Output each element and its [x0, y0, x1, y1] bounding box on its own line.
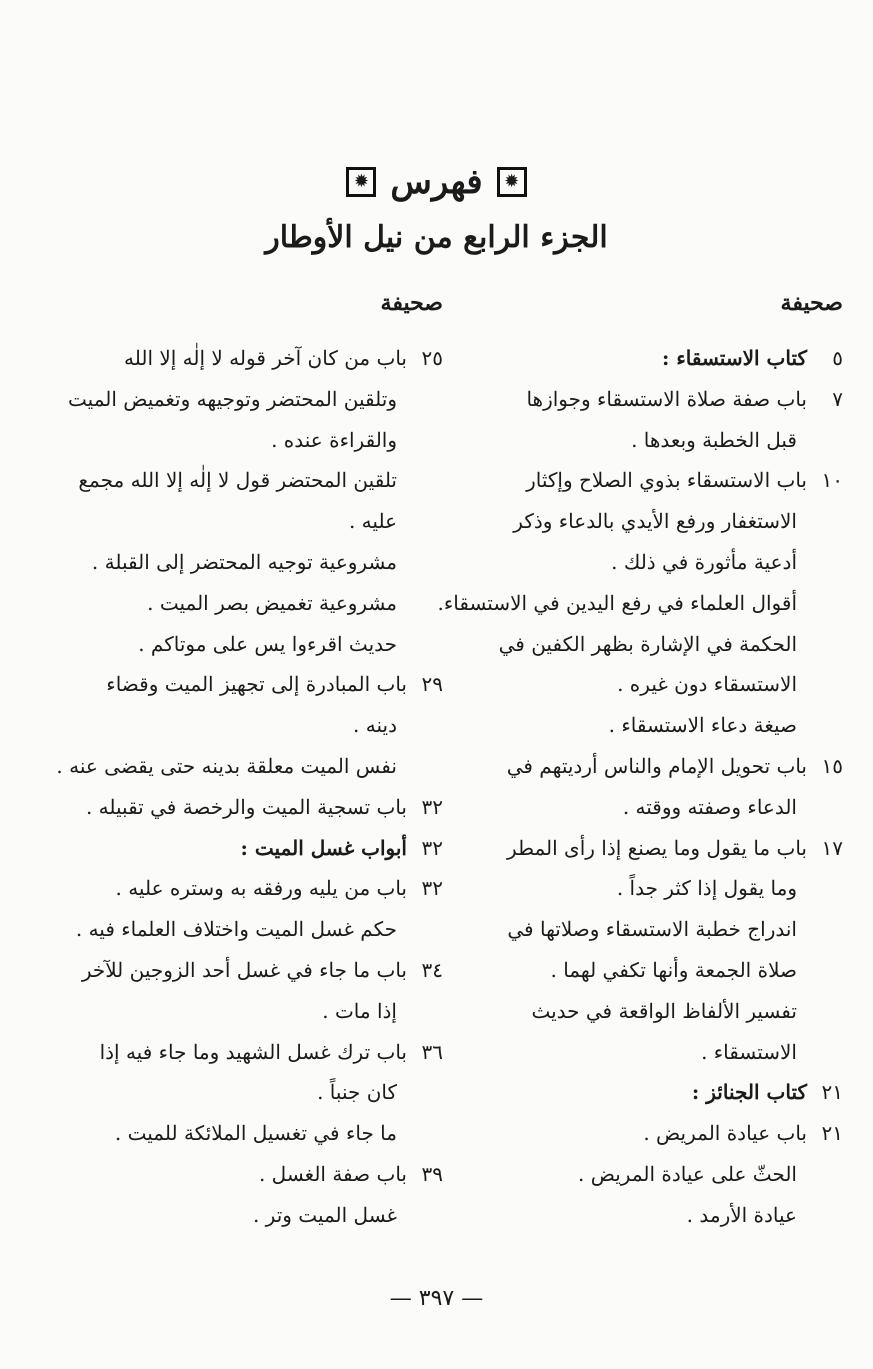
index-entry	[63, 705, 443, 746]
entry-text: ما جاء في تغسيل الملائكة للميت .	[114, 1121, 397, 1146]
entry-page-number: ٣٢	[421, 876, 443, 901]
entry-text: باب صفة الغسل .	[258, 1161, 407, 1186]
index-entry	[463, 338, 843, 379]
index-entry	[463, 909, 843, 950]
index-entry	[63, 950, 443, 991]
index-entry	[463, 460, 843, 501]
index-entry	[463, 420, 843, 461]
index-entry	[63, 1113, 443, 1154]
entry-page-number: ٥	[832, 346, 843, 370]
entry-text: باب ما جاء في غسل أحد الزوجين للآخر	[81, 957, 407, 982]
entry-text: أقوال العلماء في رفع اليدين في الاستسقاء.	[437, 590, 797, 615]
index-entry	[463, 787, 843, 828]
index-entry	[63, 664, 443, 705]
index-entry	[437, 583, 843, 624]
entry-text: والقراءة عنده .	[271, 427, 397, 452]
entry-page-number: ٣٤	[421, 957, 443, 982]
index-entry	[463, 542, 843, 583]
entry-text: نفس الميت معلقة بدينه حتى يقضى عنه .	[56, 753, 397, 778]
entry-page-number: ٣٩	[421, 1161, 443, 1186]
entry-text: صيغة دعاء الاستسقاء .	[608, 713, 797, 738]
index-entry	[63, 379, 443, 420]
index-entry	[463, 664, 843, 705]
entry-text: الحكمة في الإشارة بظهر الكفين في	[498, 631, 797, 656]
entry-page-number: ٣٢	[421, 794, 443, 819]
entry-text: حكم غسل الميت واختلاف العلماء فيه .	[75, 917, 397, 942]
index-entry	[463, 950, 843, 991]
entry-text: باب ترك غسل الشهيد وما جاء فيه إذا	[99, 1039, 407, 1064]
entry-page-number: ٢١	[821, 1121, 843, 1146]
entry-text: مشروعية تغميض بصر الميت .	[147, 590, 397, 615]
index-entry	[63, 828, 443, 869]
entry-text: باب ما يقول وما يصنع إذا رأى المطر	[507, 835, 807, 860]
index-entry	[63, 1072, 443, 1113]
index-entry	[463, 1154, 843, 1195]
entry-text: أدعية مأثورة في ذلك .	[611, 549, 797, 574]
entry-text: باب تحويل الإمام والناس أرديتهم في	[506, 753, 807, 778]
entry-page-number: ٣٦	[421, 1039, 443, 1064]
entry-text: اندراج خطبة الاستسقاء وصلاتها في	[507, 917, 797, 942]
entry-page-number: ٢٥	[421, 346, 443, 370]
index-entry	[63, 1032, 443, 1073]
entry-page-number: ٧	[832, 386, 843, 411]
entry-text: الاستغفار ورفع الأيدي بالدعاء وذكر	[513, 509, 797, 534]
index-entry	[463, 828, 843, 869]
entry-text: كتاب الاستسقاء :	[662, 346, 807, 370]
entry-text: باب عيادة المريض .	[643, 1121, 807, 1146]
index-entry	[63, 1154, 443, 1195]
entry-text: وما يقول إذا كثر جداً .	[616, 876, 797, 901]
entry-page-number: ١٠	[821, 468, 843, 493]
entry-text: باب الاستسقاء بذوي الصلاح وإكثار	[526, 468, 807, 493]
index-entry	[63, 583, 443, 624]
index-entry	[463, 501, 843, 542]
page-number: — ٣٩٧ —	[389, 1286, 484, 1311]
index-entry	[463, 624, 843, 665]
page-subtitle: الجزء الرابع من نيل الأوطار	[265, 220, 608, 255]
entry-page-number: ١٧	[821, 835, 843, 860]
entry-text: باب تسجية الميت والرخصة في تقبيله .	[85, 794, 407, 819]
index-entry	[63, 338, 443, 379]
entry-page-number: ٢١	[821, 1080, 843, 1105]
entry-text: مشروعية توجيه المحتضر إلى القبلة .	[91, 549, 397, 574]
index-entry	[56, 746, 443, 787]
index-entry	[63, 624, 443, 665]
index-entry	[63, 460, 443, 501]
title-row	[0, 162, 873, 202]
index-entry	[63, 542, 443, 583]
entry-page-number: ٣٢	[421, 835, 443, 860]
index-entry	[463, 379, 843, 420]
index-entry	[63, 868, 443, 909]
left-column-heading: صحيفة	[380, 290, 443, 316]
index-entry	[463, 746, 843, 787]
right-index-column	[437, 338, 843, 1236]
entry-text: غسل الميت وتر .	[252, 1202, 397, 1227]
index-entry	[63, 991, 443, 1032]
entry-text: إذا مات .	[322, 998, 397, 1023]
index-entry	[63, 909, 443, 950]
entry-text: باب من كان آخر قوله لا إلٰه إلا الله	[124, 346, 407, 370]
entry-text: عيادة الأرمد .	[686, 1202, 797, 1227]
entry-text: صلاة الجمعة وأنها تكفي لهما .	[550, 957, 797, 982]
index-entry	[463, 1072, 843, 1113]
index-entry	[63, 420, 443, 461]
entry-text: باب المبادرة إلى تجهيز الميت وقضاء	[106, 672, 407, 697]
entry-text: عليه .	[348, 509, 397, 534]
entry-page-number: ١٥	[821, 753, 843, 778]
index-entry	[463, 868, 843, 909]
entry-page-number: ٢٩	[421, 672, 443, 697]
entry-text: كان جنباً .	[317, 1080, 397, 1105]
entry-text: الاستسقاء .	[701, 1039, 797, 1064]
entry-text: حديث اقرءوا يس على موتاكم .	[138, 631, 397, 656]
entry-text: أبواب غسل الميت :	[240, 835, 407, 860]
index-entry	[63, 1195, 443, 1236]
ornament-icon: ✹	[346, 167, 376, 197]
ornament-icon: ✹	[497, 167, 527, 197]
entry-text: الاستسقاء دون غيره .	[617, 672, 797, 697]
entry-text: دينه .	[353, 713, 397, 738]
entry-text: الدعاء وصفته ووقته .	[622, 794, 797, 819]
left-index-column	[56, 338, 443, 1236]
entry-text: وتلقين المحتضر وتوجيهه وتغميض الميت	[68, 386, 397, 411]
index-entry	[63, 501, 443, 542]
index-entry	[463, 1113, 843, 1154]
right-column-heading: صحيفة	[780, 290, 843, 316]
entry-text: كتاب الجنائز :	[691, 1080, 807, 1105]
index-entry	[463, 991, 843, 1032]
entry-text: تفسير الألفاظ الواقعة في حديث	[531, 998, 797, 1023]
page-title: فهرس	[390, 162, 483, 202]
entry-text: باب صفة صلاة الاستسقاء وجوازها	[526, 386, 807, 411]
entry-text: الحثّ على عيادة المريض .	[578, 1161, 797, 1186]
index-entry	[463, 1195, 843, 1236]
entry-text: باب من يليه ورفقه به وستره عليه .	[115, 876, 407, 901]
entry-text: قبل الخطبة وبعدها .	[631, 427, 797, 452]
index-entry	[463, 1032, 843, 1073]
index-entry	[463, 705, 843, 746]
entry-text: تلقين المحتضر قول لا إلٰه إلا الله مجمع	[78, 468, 397, 493]
index-entry	[63, 787, 443, 828]
